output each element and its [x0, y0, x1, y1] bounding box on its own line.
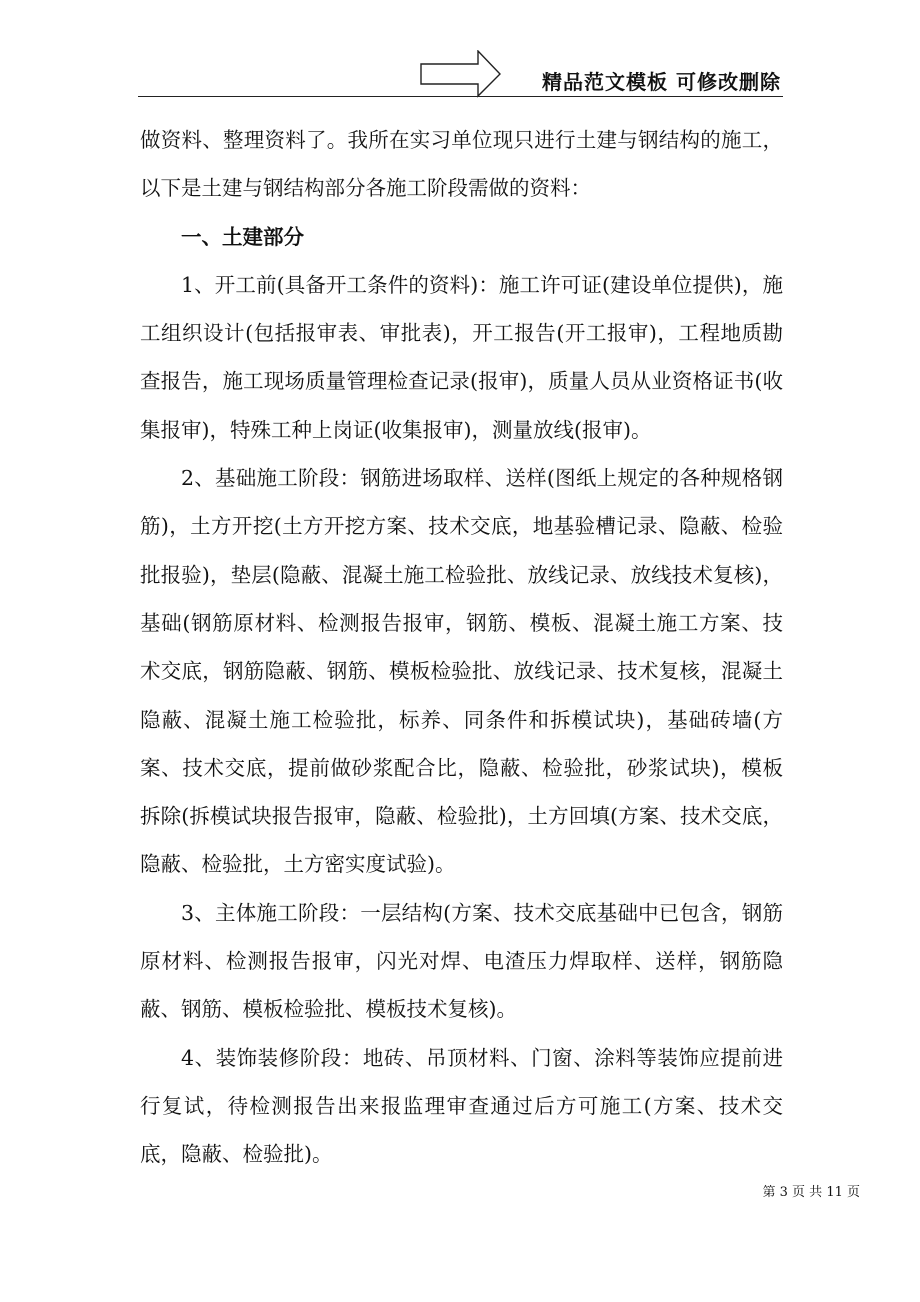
header-title: 精品范文模板 可修改删除: [542, 70, 781, 94]
paragraph-foundation-stage: 2、基础施工阶段：钢筋进场取样、送样(图纸上规定的各种规格钢筋)，土方开挖(土方开挖方案、技术交底，地基验槽记录、隐蔽、检验批报验)，垫层(隐蔽、混凝土施工检验批、放线记录、放线技术复核)，基础(钢筋原材料、检测报告报审，钢筋、模板、混凝土施工方案、技术交底，钢筋隐蔽、钢筋、模板检验批、放线记录、技术复核，混凝土隐蔽、混凝土施工检验批，标养、同条件和拆模试块)，基础砖墙(方案、技术交底，提前做砂浆配合比，隐蔽、检验批，砂浆试块)，模板拆除(拆模试块报告报审，隐蔽、检验批)，土方回填(方案、技术交底，隐蔽、检验批，土方密实度试验)。: [140, 466, 783, 877]
paragraph-decoration-stage: 4、装饰装修阶段：地砖、吊顶材料、门窗、涂料等装饰应提前进行复试，待检测报告出来报监理审查通过后方可施工(方案、技术交底，隐蔽、检验批)。: [140, 1045, 783, 1167]
right-arrow-icon: [420, 50, 502, 98]
paragraph-continuation: 做资料、整理资料了。我所在实习单位现只进行土建与钢结构的施工，以下是土建与钢结构部分各施工阶段需做的资料：: [140, 128, 783, 201]
section-heading: 一、土建部分: [181, 224, 304, 249]
page-number: 第 3 页 共 11 页: [762, 1185, 860, 1200]
paragraph-main-structure-stage: 3、主体施工阶段：一层结构(方案、技术交底基础中已包含，钢筋原材料、检测报告报审，闪光对焊、电渣压力焊取样、送样，钢筋隐蔽、钢筋、模板检验批、模板技术复核)。: [140, 900, 783, 1022]
document-body: [140, 116, 783, 1179]
paragraph-before-start: 1、开工前(具备开工条件的资料)：施工许可证(建设单位提供)，施工组织设计(包括报审表、审批表)，开工报告(开工报审)，工程地质勘查报告，施工现场质量管理检查记录(报审)，质量人员从业资格证书(收集报审)，特殊工种上岗证(收集报审)，测量放线(报审)。: [140, 272, 783, 442]
page-header: [138, 50, 783, 98]
header-rule: [138, 96, 783, 97]
